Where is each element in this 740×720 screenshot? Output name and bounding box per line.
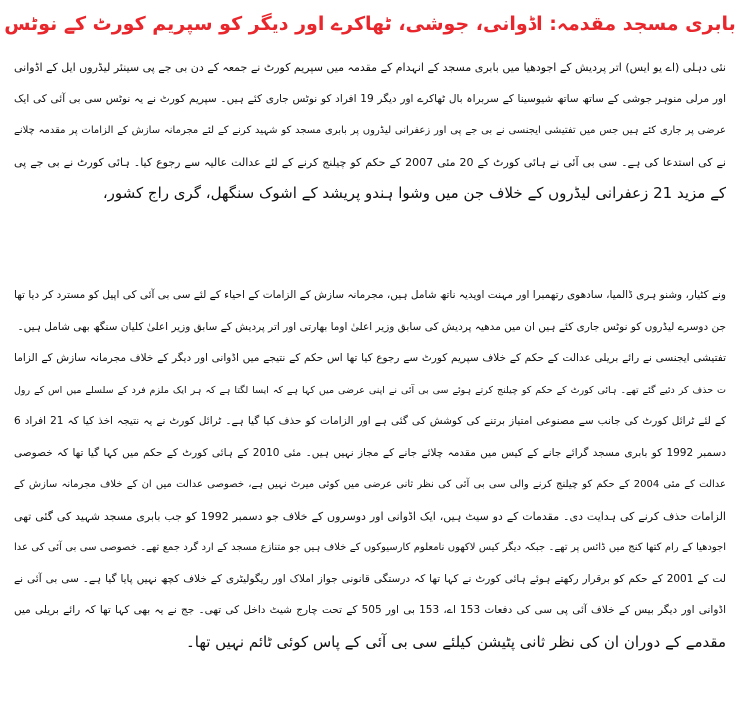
text-line: ونے کٹیار، وشنو ہری ڈالمیا، سادھوی رتھمبرا اور مہنت اویدیہ ناتھ شامل ہیں، مجرمانہ سازش کے الزامات کے احیاء کے لئے سی بی آئی کی اپیل کو مسترد کر دیا تھا	[14, 289, 726, 301]
text-line: نے کی استدعا کی ہے۔ سی بی آئی نے ہائی کورٹ کے 20 مئی 2007 کے حکم کو چیلنج کرنے کے لئے عدالت عالیہ سے رجوع کیا۔ ہائی کورٹ نے بی جے پی	[14, 155, 726, 169]
text-line: جن دوسرے لیڈروں کو نوٹس جاری کئے ہیں ان میں مدھیہ پردیش کی سابق وزیر اعلیٰ اوما بھارتی اور اتر پردیش کے سابق وزیر اعلیٰ کلیان سنگھ بھی شامل ہیں۔	[17, 320, 726, 333]
article-headline: بابری مسجد مقدمہ: اڈوانی، جوشی، ٹھاکرے اور دیگر کو سپریم کورٹ کے نوٹس	[4, 13, 736, 35]
paragraph-2	[14, 280, 726, 658]
text-line: عدالت کے مئی 2004 کے حکم کو چیلنج کرنے والی سی بی آئی کی نظر ثانی عرضی میں کوئی میرٹ نہیں ہے، خصوصی عدالت میں ان کے خلاف مجرمانہ سازش کے	[14, 479, 726, 490]
text-line: کے مزید 21 زعفرانی لیڈروں کے خلاف جن میں وشوا ہندو پریشد کے اشوک سنگھل، گری راج کشور،	[102, 184, 726, 202]
text-line: عرضی پر جاری کئے ہیں جس میں تفتیشی ایجنسی نے بی جے پی اور زعفرانی لیڈروں پر بابری مسجد کو شہید کرنے کے لئے مجرمانہ سازش کے الزامات پر مقدمہ چلانے	[14, 125, 726, 136]
text-line: ت حذف کر دئیے گئے تھے۔ ہائی کورٹ کے حکم کو چیلنج کرتے ہوئے سی بی آئی نے اپنی عرضی میں کہا ہے کہ ایسا لگتا ہے کہ ہر ایک ملزم فرد کے سلسلے میں اس کے رول	[14, 384, 726, 396]
text-line: کے لئے ٹرائل کورٹ کی جانب سے مصنوعی امتیاز برتنے کی کوشش کی گئی ہے اور الزامات کو حذف کیا گیا ہے۔ ٹرائل کورٹ نے یہ نتیجہ اخذ کیا کہ 21 افراد 6	[14, 415, 726, 427]
text-line: دسمبر 1992 کو بابری مسجد گرائے جانے کے کیس میں مقدمہ چلائے جانے کے مجاز نہیں ہیں۔ مئی 2010 کے ہائی کورٹ کے حکم میں کہا گیا تھا کہ خصوصی	[14, 446, 726, 459]
text-line: اجودھیا کے رام کتھا کنج میں ڈائس پر تھے۔ جبکہ دیگر کیس لاکھوں نامعلوم کارسیوکوں کے خلاف ہیں جو متنازع مسجد کے ارد گرد جمع تھے۔ خصوصی سی بی آئی کی عدا	[14, 542, 726, 553]
text-line: اڈوانی اور دیگر بیس کے خلاف آئی پی سی کی دفعات 153 اے، 153 بی اور 505 کے تحت چارج شیٹ داخل کی تھی۔ جج نے یہ بھی کہا تھا کہ رائے بریلی میں	[14, 604, 726, 616]
text-line: اور مرلی منوہر جوشی کے ساتھ ساتھ شیوسینا کے سربراہ بال ٹھاکرے اور دیگر 19 افراد کو نوٹس جاری کئے ہیں۔ سپریم کورٹ نے یہ نوٹس سی بی آئی کی ایک	[14, 92, 726, 105]
text-line: الزامات حذف کرنے کی ہدایت دی۔ مقدمات کے دو سیٹ ہیں، ایک اڈوانی اور دوسروں کے خلاف جو دسمبر 1992 کو جب بابری مسجد شہید کی گئی تھی	[14, 509, 726, 523]
text-line: نئی دہلی (اے یو ایس) اتر پردیش کے اجودھیا میں بابری مسجد کے انہدام کے مقدمہ میں سپریم کورٹ نے جمعہ کے دن بی جے پی سینئر لیڈروں ایل کے اڈوانی	[14, 61, 726, 74]
text-line: مقدمے کے دوران ان کی نظر ثانی پٹیشن کیلئے سی بی آئی کے پاس کوئی ٹائم نہیں تھا۔	[185, 632, 726, 651]
text-line: تفتیشی ایجنسی نے رائے بریلی عدالت کے حکم کے خلاف سپریم کورٹ سے رجوع کیا تھا اس حکم کے نتیجے میں اڈوانی اور دیگر کے خلاف مجرمانہ سازش کے الزاما	[14, 352, 726, 364]
text-line: لت کے 2001 کے حکم کو برقرار رکھتے ہوئے ہائی کورٹ نے کہا تھا کہ درستگی قانونی جواز املاک اور ریگولیٹری کے خلاف کچھ نہیں پایا گیا ہے۔ سی بی آئی نے	[14, 572, 726, 585]
paragraph-1	[14, 52, 726, 210]
